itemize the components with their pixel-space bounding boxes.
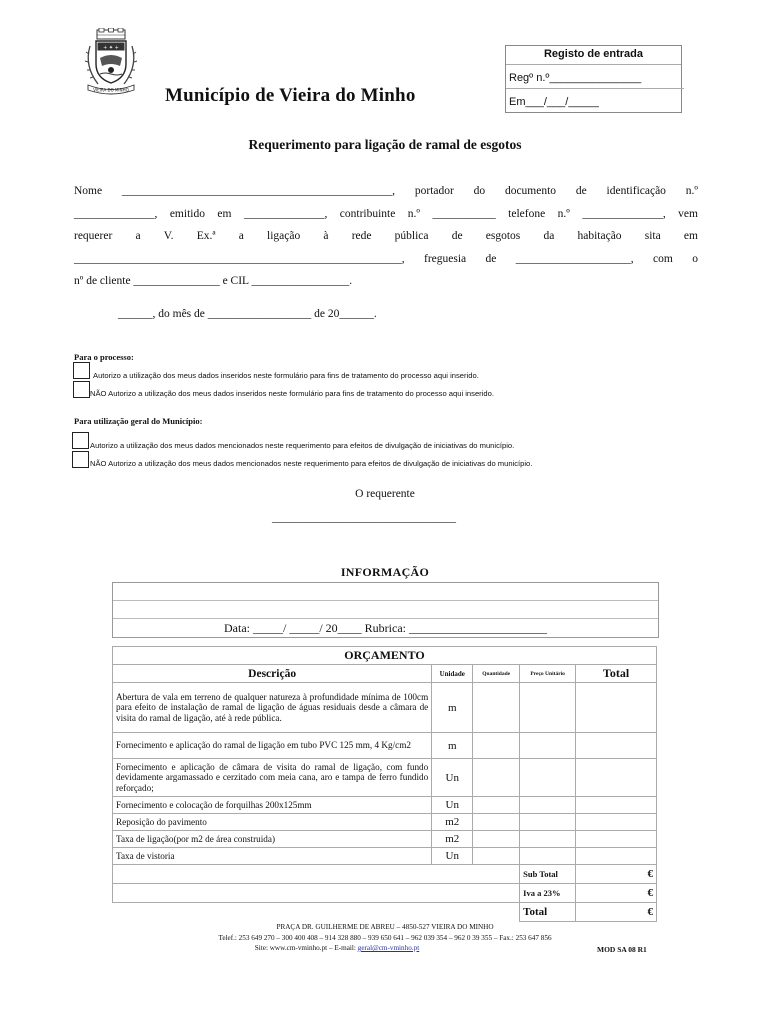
- form-word[interactable]: ___________: [432, 207, 496, 220]
- form-word[interactable]: _________________________________________________________,: [74, 252, 405, 265]
- col-total: Total: [576, 665, 657, 683]
- form-word: a: [135, 230, 141, 242]
- form-line: [74, 270, 698, 293]
- signature-line[interactable]: ________________________________: [272, 512, 456, 524]
- item-unit: m: [432, 683, 473, 733]
- item-description: Taxa de ligação(por m2 de área construida): [113, 831, 432, 848]
- form-word: contribuinte: [339, 207, 396, 220]
- date-rubrica-row[interactable]: Data: _____/ _____/ 20____ Rubrica: _______________________: [224, 621, 547, 635]
- form-word: em: [217, 207, 232, 220]
- item-unit: Un: [432, 848, 473, 865]
- information-row[interactable]: [113, 601, 658, 619]
- item-description: Abertura de vala em terreno de qualquer natureza à profundidade mínima de 100cm para efeito de instalação de ramal de ligação de águas residuais desde a câmara de visita do ramal de ligação, até à rede pública.: [113, 683, 432, 733]
- form-word: telefone: [508, 207, 546, 220]
- form-word: esgotos: [485, 230, 521, 242]
- form-word: requerer: [74, 230, 113, 242]
- svg-text:+ ✦ +: + ✦ +: [103, 45, 119, 51]
- general-deny-checkbox[interactable]: [72, 451, 89, 468]
- information-title: INFORMAÇÃO: [340, 565, 430, 579]
- information-table: [112, 582, 659, 638]
- form-word: emitido: [169, 207, 205, 220]
- information-row[interactable]: [113, 583, 658, 601]
- form-word: sita: [644, 230, 661, 242]
- form-word: pública: [394, 230, 429, 242]
- footer-address: PRAÇA DR. GUILHERME DE ABREU – 4850-527 VIEIRA DO MINHO: [276, 923, 494, 931]
- form-word[interactable]: _______________________________________________,: [121, 185, 396, 197]
- form-word: de: [575, 185, 587, 197]
- col-preco-unitario: Preço Unitário: [520, 665, 576, 683]
- form-word: identificação: [606, 185, 666, 197]
- form-word: habitação: [577, 230, 622, 242]
- form-word: de: [485, 252, 497, 265]
- form-word: ligação: [267, 230, 301, 242]
- item-unit: Un: [432, 759, 473, 797]
- form-word: n.º: [557, 207, 570, 220]
- subtotal-value[interactable]: €: [576, 865, 657, 884]
- form-word[interactable]: ______________,: [243, 207, 328, 220]
- item-description: Fornecimento e aplicação de câmara de visita do ramal de ligação, com fundo devidamente argamassado e cerzitado com meia cana, aro e tampa de ferro fundido reforçado;: [113, 759, 432, 797]
- form-word[interactable]: ______________,: [74, 207, 158, 220]
- form-word: n.º: [407, 207, 420, 220]
- form-word: à: [323, 230, 329, 242]
- general-consent-heading: Para utilização geral do Município:: [74, 416, 203, 426]
- request-title: Requerimento para ligação de ramal de esgotos: [248, 137, 522, 152]
- form-line: [74, 180, 698, 203]
- form-line: [74, 248, 698, 271]
- form-word: rede: [351, 230, 372, 242]
- form-word[interactable]: nº de cliente _______________ e CIL _________________.: [74, 275, 353, 287]
- form-word: vem: [678, 207, 698, 220]
- registry-number-field[interactable]: Regº n.º_______________: [506, 65, 684, 89]
- form-word: Ex.ª: [196, 230, 216, 242]
- form-word: com: [653, 252, 673, 265]
- item-description: Fornecimento e aplicação do ramal de ligação em tubo PVC 125 mm, 4 Kg/cm2: [113, 733, 432, 759]
- item-quantity-cell[interactable]: [473, 797, 520, 814]
- form-word: da: [543, 230, 555, 242]
- form-word: V.: [163, 230, 174, 242]
- item-total-cell[interactable]: [576, 759, 657, 797]
- signature-label: O requerente: [355, 488, 415, 500]
- item-total-cell[interactable]: [576, 831, 657, 848]
- date-line[interactable]: ______, do mês de __________________ de 20______.: [118, 308, 377, 320]
- item-unit: m2: [432, 831, 473, 848]
- municipality-coat-of-arms: [80, 28, 142, 96]
- registry-title: Registo de entrada: [506, 46, 681, 65]
- subtotal-label: Sub Total: [520, 865, 576, 884]
- budget-table: [112, 646, 657, 922]
- budget-title: ORÇAMENTO: [113, 647, 657, 665]
- item-unit: m2: [432, 814, 473, 831]
- general-deny-label: NÃO Autorizo a utilização dos meus dados mencionados neste requerimento para efeitos de divulgação de iniciativas do município.: [90, 459, 533, 468]
- registry-date-field[interactable]: Em___/___/_____: [509, 96, 599, 108]
- form-line: [74, 203, 698, 226]
- form-model-code: MOD SA 08 R1: [597, 945, 647, 954]
- subtotal-spacer: [113, 865, 520, 884]
- item-description: Fornecimento e colocação de forquilhas 200x125mm: [113, 797, 432, 814]
- iva-label: Iva a 23%: [520, 884, 576, 903]
- form-word: documento: [504, 185, 557, 197]
- item-unit: Un: [432, 797, 473, 814]
- form-word: portador: [414, 185, 454, 197]
- footer-site: Site: www.cm-vminho.pt – E-mail:: [254, 944, 356, 952]
- item-quantity-cell[interactable]: [473, 759, 520, 797]
- form-word: em: [683, 230, 698, 242]
- form-word: Nome: [74, 185, 103, 197]
- item-unit: m: [432, 733, 473, 759]
- process-authorize-checkbox[interactable]: [73, 362, 90, 379]
- item-price-cell[interactable]: [520, 831, 576, 848]
- form-word[interactable]: ____________________,: [515, 252, 634, 265]
- item-total-cell[interactable]: [576, 683, 657, 733]
- form-line: [74, 225, 698, 248]
- item-description: Reposição do pavimento: [113, 814, 432, 831]
- footer-email-link[interactable]: geral@cm-vminho.pt: [357, 944, 420, 952]
- request-form-body: [74, 180, 698, 293]
- item-quantity-cell[interactable]: [473, 831, 520, 848]
- item-total-cell[interactable]: [576, 814, 657, 831]
- item-price-cell[interactable]: [520, 733, 576, 759]
- total-label: Total: [520, 903, 576, 922]
- total-value[interactable]: €: [576, 903, 657, 922]
- general-authorize-checkbox[interactable]: [72, 432, 89, 449]
- item-quantity-cell[interactable]: [473, 683, 520, 733]
- col-descricao: Descrição: [113, 665, 432, 683]
- item-quantity-cell[interactable]: [473, 733, 520, 759]
- iva-spacer: [113, 884, 520, 903]
- col-quantidade: Quantidade: [473, 665, 520, 683]
- form-word: do: [473, 185, 486, 197]
- form-word: o: [692, 252, 698, 265]
- item-price-cell[interactable]: [520, 848, 576, 865]
- form-word: n.º: [685, 185, 698, 197]
- item-total-cell[interactable]: [576, 797, 657, 814]
- item-quantity-cell[interactable]: [473, 814, 520, 831]
- form-word: freguesia: [424, 252, 467, 265]
- form-word: a: [238, 230, 244, 242]
- footer-phones: Telef.: 253 649 270 – 300 400 408 – 914 328 880 – 939 650 641 – 962 039 354 – 962 0 39 355 – Fax.: 253 647 856: [218, 934, 552, 942]
- form-word[interactable]: ______________,: [582, 207, 666, 220]
- process-authorize-label: Autorizo a utilização dos meus dados inseridos neste formulário para fins de tratamento do processo aqui inserido.: [93, 371, 479, 380]
- item-price-cell[interactable]: [520, 759, 576, 797]
- item-total-cell[interactable]: [576, 733, 657, 759]
- registry-box: [505, 45, 682, 113]
- process-deny-checkbox[interactable]: [73, 381, 90, 398]
- item-price-cell[interactable]: [520, 814, 576, 831]
- total-spacer: [113, 903, 520, 922]
- item-price-cell[interactable]: [520, 683, 576, 733]
- item-total-cell[interactable]: [576, 848, 657, 865]
- item-price-cell[interactable]: [520, 797, 576, 814]
- process-deny-label: NÃO Autorizo a utilização dos meus dados inseridos neste formulário para fins de tratamento do processo aqui inserido.: [90, 389, 494, 398]
- process-consent-heading: Para o processo:: [74, 352, 134, 362]
- form-word: de: [451, 230, 463, 242]
- item-description: Taxa de vistoria: [113, 848, 432, 865]
- general-authorize-label: Autorizo a utilização dos meus dados mencionados neste requerimento para efeitos de divulgação de iniciativas do município.: [90, 441, 515, 450]
- iva-value[interactable]: €: [576, 884, 657, 903]
- col-unidade: Unidade: [432, 665, 473, 683]
- item-quantity-cell[interactable]: [473, 848, 520, 865]
- municipality-title: Município de Vieira do Minho: [165, 85, 416, 106]
- svg-text:VIEIRA DO MINHO: VIEIRA DO MINHO: [93, 87, 129, 93]
